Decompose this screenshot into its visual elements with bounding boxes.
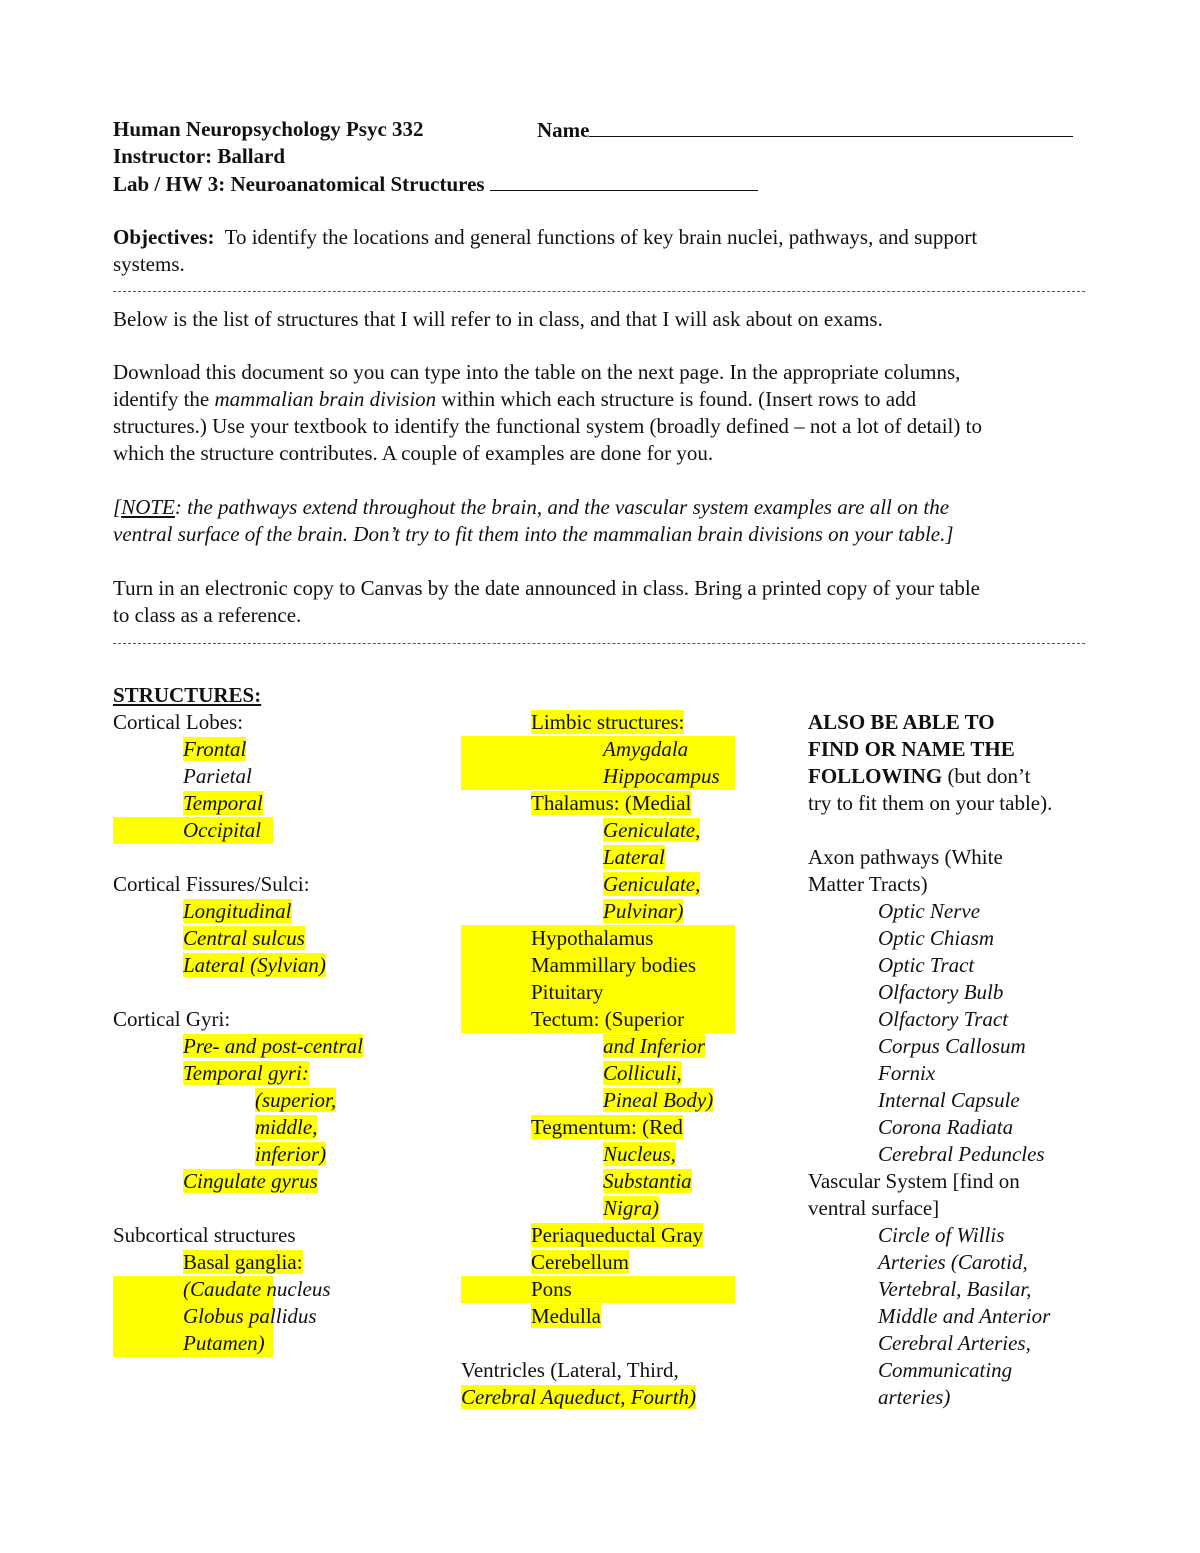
objectives-label: Objectives: <box>113 225 215 249</box>
objectives-line-1 <box>113 224 977 251</box>
structure-item-text: Pulvinar) <box>603 899 684 923</box>
lab-title-text: Lab / HW 3: Neuroanatomical Structures <box>113 172 485 196</box>
structure-item <box>808 1249 1108 1276</box>
structures-heading <box>113 682 261 709</box>
structure-item-text: Communicating <box>878 1358 1013 1382</box>
structure-item-tail: (but don’t <box>942 764 1031 788</box>
structure-item-text: Matter Tracts) <box>808 872 928 896</box>
structure-item <box>808 1384 1108 1411</box>
intro-p2-line-1 <box>113 359 960 386</box>
intro-p2-line-4 <box>113 440 713 467</box>
structure-item <box>113 1060 413 1087</box>
note-open-bracket: [ <box>113 495 122 519</box>
intro-p2-l4-text: which the structure contributes. A couple of examples are done for you. <box>113 441 714 465</box>
structure-item <box>461 1303 761 1330</box>
structure-item-text: Cortical Fissures/Sulci: <box>113 872 310 896</box>
structure-item-text: Frontal <box>183 737 247 761</box>
structure-item <box>113 1330 273 1357</box>
structure-item-text: arteries) <box>878 1385 951 1409</box>
structure-item-text: Substantia <box>603 1169 692 1193</box>
structure-item-text: Vascular System [find on <box>808 1169 1020 1193</box>
structure-item <box>461 1168 761 1195</box>
structure-item <box>461 844 761 871</box>
structure-item-text: (Caudate nucleus <box>183 1277 331 1301</box>
structure-item-text: Colliculi, <box>603 1061 682 1085</box>
structure-item-text: Cerebral Aqueduct, Fourth) <box>461 1385 697 1409</box>
structure-item <box>461 1384 761 1411</box>
structure-item <box>808 1357 1108 1384</box>
structure-item <box>808 1195 1108 1222</box>
name-blank <box>589 116 1073 137</box>
structure-item-text: Pons <box>531 1277 572 1301</box>
structure-item-text: Optic Nerve <box>878 899 981 923</box>
structure-item <box>461 709 761 736</box>
structure-item <box>113 871 413 898</box>
lab-blank <box>490 170 758 191</box>
intro-p2-l3-text: structures.) Use your textbook to identify the functional system (broadly defined – not a lot of detail) to <box>113 414 982 438</box>
structure-item-text: Subcortical structures <box>113 1223 296 1247</box>
structure-item-text: Globus pallidus <box>183 1304 317 1328</box>
structure-item <box>461 1087 761 1114</box>
structure-item <box>461 1033 761 1060</box>
structure-item <box>461 979 735 1006</box>
intro-p2-line-3 <box>113 413 982 440</box>
structure-item-text: Cortical Gyri: <box>113 1007 231 1031</box>
structure-item-text: Amygdala <box>603 737 689 761</box>
structure-item <box>808 898 1108 925</box>
structure-item <box>808 1033 1108 1060</box>
name-label: Name <box>537 118 590 142</box>
structure-item <box>808 1141 1108 1168</box>
structure-item-text: Pineal Body) <box>603 1088 714 1112</box>
intro-p4-line-2 <box>113 602 301 629</box>
structure-item-text: FOLLOWING <box>808 764 943 788</box>
structure-item <box>113 790 413 817</box>
structure-item <box>808 952 1108 979</box>
structure-item <box>461 952 735 979</box>
structure-item-text: Optic Tract <box>878 953 975 977</box>
structure-item-text: Hypothalamus <box>531 926 654 950</box>
structure-item-text: Thalamus: (Medial <box>531 791 692 815</box>
structure-item-text: middle, <box>255 1115 318 1139</box>
structure-item-text: Cortical Lobes: <box>113 710 244 734</box>
structure-item-text: Optic Chiasm <box>878 926 995 950</box>
instructor-text: Instructor: Ballard <box>113 144 286 168</box>
structure-item <box>808 1114 1108 1141</box>
structure-item <box>113 1168 413 1195</box>
instructor-line <box>113 143 285 170</box>
structure-item-text: Parietal <box>183 764 252 788</box>
structure-item <box>113 1195 413 1222</box>
structure-item <box>808 979 1108 1006</box>
structure-item-text: Corona Radiata <box>878 1115 1014 1139</box>
structure-item <box>113 1087 413 1114</box>
dashed-divider-top <box>113 291 1085 292</box>
structure-item-text: Cerebral Arteries, <box>878 1331 1031 1355</box>
structure-item <box>808 1303 1108 1330</box>
structure-item <box>461 1276 735 1303</box>
structure-item-text: FIND OR NAME THE <box>808 737 1015 761</box>
structure-item-text: Vertebral, Basilar, <box>878 1277 1032 1301</box>
structure-item-text: Circle of Willis <box>878 1223 1005 1247</box>
intro-p2-l2c-text: within which each structure is found. (Insert rows to add <box>436 387 917 411</box>
structure-item-text: Lateral <box>603 845 665 869</box>
structure-item-text: Basal ganglia: <box>183 1250 303 1274</box>
structure-item <box>461 1006 735 1033</box>
structure-item-text: Temporal gyri: <box>183 1061 309 1085</box>
structure-item <box>113 979 413 1006</box>
intro-p1-text: Below is the list of structures that I will refer to in class, and that I will ask about on exams. <box>113 307 883 331</box>
intro-p4-l2-text: to class as a reference. <box>113 603 302 627</box>
structure-item-text: Olfactory Bulb <box>878 980 1004 1004</box>
structure-item-text: Hippocampus <box>603 764 720 788</box>
structure-item <box>113 817 273 844</box>
structure-item <box>461 763 735 790</box>
structure-item <box>113 1114 413 1141</box>
intro-p2-l1-text: Download this document so you can type into the table on the next page. In the appropriate columns, <box>113 360 961 384</box>
structure-item <box>808 871 1108 898</box>
structure-item <box>461 871 761 898</box>
structure-item <box>113 1276 331 1303</box>
intro-p2-l2a-text: identify the <box>113 387 215 411</box>
structure-item <box>461 1222 761 1249</box>
structure-item-text: Lateral (Sylvian) <box>183 953 326 977</box>
structure-item-text: Central sulcus <box>183 926 305 950</box>
structures-column-cortical <box>113 709 413 1357</box>
structure-item <box>113 709 413 736</box>
intro-p4-l1-text: Turn in an electronic copy to Canvas by the date announced in class. Bring a printed copy of your table <box>113 576 980 600</box>
course-title <box>113 116 424 143</box>
structure-item <box>113 1303 317 1330</box>
structure-item <box>461 1330 761 1357</box>
structure-item-text: Corpus Callosum <box>878 1034 1026 1058</box>
structure-item <box>808 790 1108 817</box>
structure-item <box>461 925 735 952</box>
structure-item <box>461 898 761 925</box>
structure-item <box>808 1060 1108 1087</box>
structure-item <box>808 1006 1108 1033</box>
structure-item-text: Axon pathways (White <box>808 845 1003 869</box>
structure-item-text: Cerebral Peduncles <box>878 1142 1045 1166</box>
course-text: Human Neuropsychology Psyc 332 <box>113 117 424 141</box>
structure-item-text: Putamen) <box>183 1331 265 1355</box>
structure-item <box>113 1249 413 1276</box>
structure-item <box>808 709 1108 736</box>
structure-item-text: Geniculate, <box>603 818 701 842</box>
note-l1-text: : the pathways extend throughout the brain, and the vascular system examples are all on the <box>174 495 950 519</box>
structure-item-text: Tectum: (Superior <box>531 1007 685 1031</box>
structure-item-text: Tegmentum: (Red <box>531 1115 683 1139</box>
structure-item-text: Geniculate, <box>603 872 701 896</box>
structure-item-text: Pituitary <box>531 980 604 1004</box>
objectives-line-2 <box>113 251 185 278</box>
structure-item-text: Medulla <box>531 1304 601 1328</box>
structure-item <box>461 817 761 844</box>
structure-item <box>113 844 413 871</box>
structure-item <box>461 1060 761 1087</box>
structure-item-text: Nucleus, <box>603 1142 676 1166</box>
structure-item-text: try to fit them on your table). <box>808 791 1053 815</box>
structure-item-text: inferior) <box>255 1142 327 1166</box>
structure-item-text: Fornix <box>878 1061 936 1085</box>
lab-title <box>113 170 758 198</box>
structure-item <box>808 1276 1108 1303</box>
intro-p2-line-2 <box>113 386 916 413</box>
structure-item-text: Temporal <box>183 791 263 815</box>
structure-item <box>461 1357 761 1384</box>
structure-item <box>461 1114 761 1141</box>
structures-heading-text: STRUCTURES: <box>113 683 262 707</box>
structure-item <box>113 925 413 952</box>
structure-item <box>113 1222 413 1249</box>
structure-item-text: (superior, <box>255 1088 337 1112</box>
structure-item-text: and Inferior <box>603 1034 706 1058</box>
objectives-text-1: To identify the locations and general functions of key brain nuclei, pathways, and support <box>224 225 978 249</box>
structure-item-text: ventral surface] <box>808 1196 940 1220</box>
structure-item <box>113 898 413 925</box>
structure-item <box>113 763 413 790</box>
structure-item <box>808 1222 1108 1249</box>
structure-item <box>461 790 761 817</box>
name-field <box>537 116 1073 144</box>
note-line-2 <box>113 521 954 548</box>
structure-item <box>808 1330 1108 1357</box>
structure-item-text: Arteries (Carotid, <box>878 1250 1028 1274</box>
structure-item-text: Limbic structures: <box>531 710 685 734</box>
structure-item <box>461 736 735 763</box>
structure-item-text: Mammillary bodies <box>531 953 697 977</box>
structure-item-text: Cerebellum <box>531 1250 629 1274</box>
structure-item <box>808 925 1108 952</box>
structure-item <box>808 1168 1108 1195</box>
intro-p4-line-1 <box>113 575 980 602</box>
structure-item <box>461 1141 761 1168</box>
intro-paragraph-1 <box>113 306 883 333</box>
structure-item-text: Cingulate gyrus <box>183 1169 318 1193</box>
note-word: NOTE <box>121 495 175 519</box>
note-l2-text: ventral surface of the brain. Don’t try to fit them into the mammalian brain divisions on your table.] <box>113 522 954 546</box>
structures-column-subcortical <box>461 709 761 1411</box>
structure-item <box>808 736 1108 763</box>
structure-item-text: ALSO BE ABLE TO <box>808 710 995 734</box>
structure-item-text: Longitudinal <box>183 899 292 923</box>
structure-item-text: Internal Capsule <box>878 1088 1020 1112</box>
structure-item <box>113 952 413 979</box>
structure-item-text: Ventricles (Lateral, Third, <box>461 1358 679 1382</box>
structure-item <box>461 1195 761 1222</box>
structure-item <box>113 736 413 763</box>
dashed-divider-bottom <box>113 643 1085 644</box>
structure-item <box>808 817 1108 844</box>
structure-item-text: Periaqueductal Gray <box>531 1223 704 1247</box>
structure-item <box>113 1006 413 1033</box>
structure-item <box>113 1141 413 1168</box>
structure-item-text: Pre- and post-central <box>183 1034 364 1058</box>
structure-item-text: Middle and Anterior <box>878 1304 1051 1328</box>
structure-item <box>808 844 1108 871</box>
structure-item <box>113 1033 413 1060</box>
objectives-text-2: systems. <box>113 252 185 276</box>
structures-column-also <box>808 709 1108 1411</box>
structure-item <box>808 763 1108 790</box>
structure-item-text: Occipital <box>183 818 262 842</box>
structure-item <box>461 1249 761 1276</box>
note-line-1 <box>113 494 949 521</box>
structure-item-text: Nigra) <box>603 1196 660 1220</box>
structure-item <box>808 1087 1108 1114</box>
intro-p2-l2b-text: mammalian brain division <box>214 387 437 411</box>
structure-item-text: Olfactory Tract <box>878 1007 1009 1031</box>
